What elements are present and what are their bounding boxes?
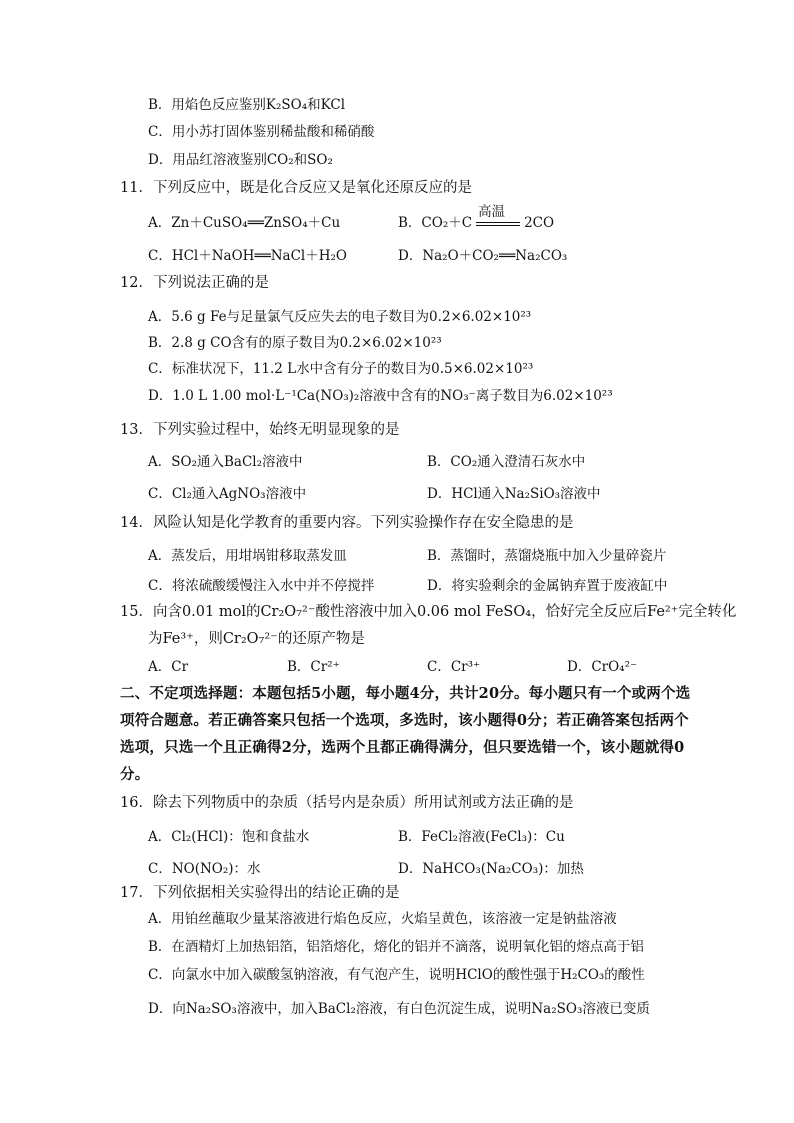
q17-stem: 17．下列依据相关实验得出的结论正确的是	[120, 885, 400, 901]
q12-option-b: B．2.8 g CO含有的原子数目为0.2×6.02×10²³	[148, 335, 442, 351]
q11-stem: 11．下列反应中，既是化合反应又是氧化还原反应的是	[120, 180, 472, 196]
q16-option-d: D．NaHCO₃(Na₂CO₃)：加热	[398, 861, 584, 877]
q17-option-d: D．向Na₂SO₃溶液中，加入BaCl₂溶液，有白色沉淀生成，说明Na₂SO₃溶液已变质	[148, 1001, 650, 1017]
q17-option-c: C．向氯水中加入碳酸氢钠溶液，有气泡产生，说明HClO的酸性强于H₂CO₃的酸性	[148, 967, 645, 983]
q11-option-b-right: 2CO	[524, 215, 555, 231]
q12-stem: 12．下列说法正确的是	[120, 275, 269, 291]
q11-option-a: A．Zn＋CuSO₄══ZnSO₄＋Cu	[148, 215, 341, 231]
reaction-condition-arrow	[476, 204, 520, 232]
q16-option-a: A．Cl₂(HCl)：饱和食盐水	[148, 829, 310, 845]
reaction-condition-label: 高温	[478, 204, 506, 220]
q16-option-c: C．NO(NO₂)：水	[148, 861, 261, 877]
prev-option-d: D．用品红溶液鉴别CO₂和SO₂	[148, 152, 333, 168]
section2-heading-line2: 项符合题意。若正确答案只包括一个选项，多选时，该小题得0分；若正确答案包括两个	[120, 712, 689, 729]
q16-stem: 16．除去下列物质中的杂质（括号内是杂质）所用试剂或方法正确的是	[120, 795, 574, 811]
q15-stem-line2: 为Fe³⁺，则Cr₂O₇²⁻的还原产物是	[148, 631, 365, 647]
q14-stem: 14．风险认知是化学教育的重要内容。下列实验操作存在安全隐患的是	[120, 515, 574, 531]
q15-option-b: B．Cr²⁺	[287, 659, 340, 675]
q12-option-a: A．5.6 g Fe与足量氯气反应失去的电子数目为0.2×6.02×10²³	[148, 309, 532, 325]
q11-option-b-left: B．CO₂＋C	[398, 215, 473, 231]
q15-stem-line1: 15．向含0.01 mol的Cr₂O₇²⁻酸性溶液中加入0.06 mol FeSO₄，恰好完全反应后Fe²⁺完全转化	[120, 604, 737, 620]
q15-option-a: A．Cr	[148, 659, 189, 675]
q13-option-d: D．HCl通入Na₂SiO₃溶液中	[427, 486, 601, 502]
section2-heading-line3: 选项，只选一个且正确得2分，选两个且都正确得满分，但只要选错一个，该小题就得0	[120, 739, 685, 756]
q13-stem: 13．下列实验过程中，始终无明显现象的是	[120, 422, 400, 438]
q14-option-b: B．蒸馏时，蒸馏烧瓶中加入少量碎瓷片	[427, 548, 667, 564]
q17-option-b: B．在酒精灯上加热铝箔，铝箔熔化，熔化的铝并不滴落，说明氧化铝的熔点高于铝	[148, 939, 644, 955]
q17-option-a: A．用铂丝蘸取少量某溶液进行焰色反应，火焰呈黄色，该溶液一定是钠盐溶液	[148, 911, 617, 927]
prev-option-c: C．用小苏打固体鉴别稀盐酸和稀硝酸	[148, 124, 375, 140]
section2-heading-line1: 二、不定项选择题：本题包括5小题，每小题4分，共计20分。每小题只有一个或两个选	[120, 685, 691, 702]
q13-option-a: A．SO₂通入BaCl₂溶液中	[148, 454, 303, 470]
q16-option-b: B．FeCl₂溶液(FeCl₃)：Cu	[398, 829, 565, 845]
q14-option-d: D．将实验剩余的金属钠弃置于废液缸中	[427, 578, 668, 594]
q11-option-c: C．HCl＋NaOH══NaCl＋H₂O	[148, 248, 347, 264]
q12-option-c: C．标准状况下，11.2 L水中含有分子的数目为0.5×6.02×10²³	[148, 361, 534, 377]
prev-option-b: B．用焰色反应鉴别K₂SO₄和KCl	[148, 97, 346, 113]
q13-option-c: C．Cl₂通入AgNO₃溶液中	[148, 486, 307, 502]
q14-option-c: C．将浓硫酸缓慢注入水中并不停搅拌	[148, 578, 375, 594]
section2-heading-line4: 分。	[120, 766, 150, 783]
q11-option-d: D．Na₂O＋CO₂══Na₂CO₃	[398, 248, 568, 264]
q12-option-d: D．1.0 L 1.00 mol·L⁻¹Ca(NO₃)₂溶液中含有的NO₃⁻离子数目为6.02×10²³	[148, 388, 613, 404]
q11-option-b	[398, 204, 555, 232]
q14-option-a: A．蒸发后，用坩埚钳移取蒸发皿	[148, 548, 347, 564]
q13-option-b: B．CO₂通入澄清石灰水中	[427, 454, 586, 470]
q15-option-c: C．Cr³⁺	[427, 659, 481, 675]
q15-option-d: D．CrO₄²⁻	[567, 659, 638, 675]
